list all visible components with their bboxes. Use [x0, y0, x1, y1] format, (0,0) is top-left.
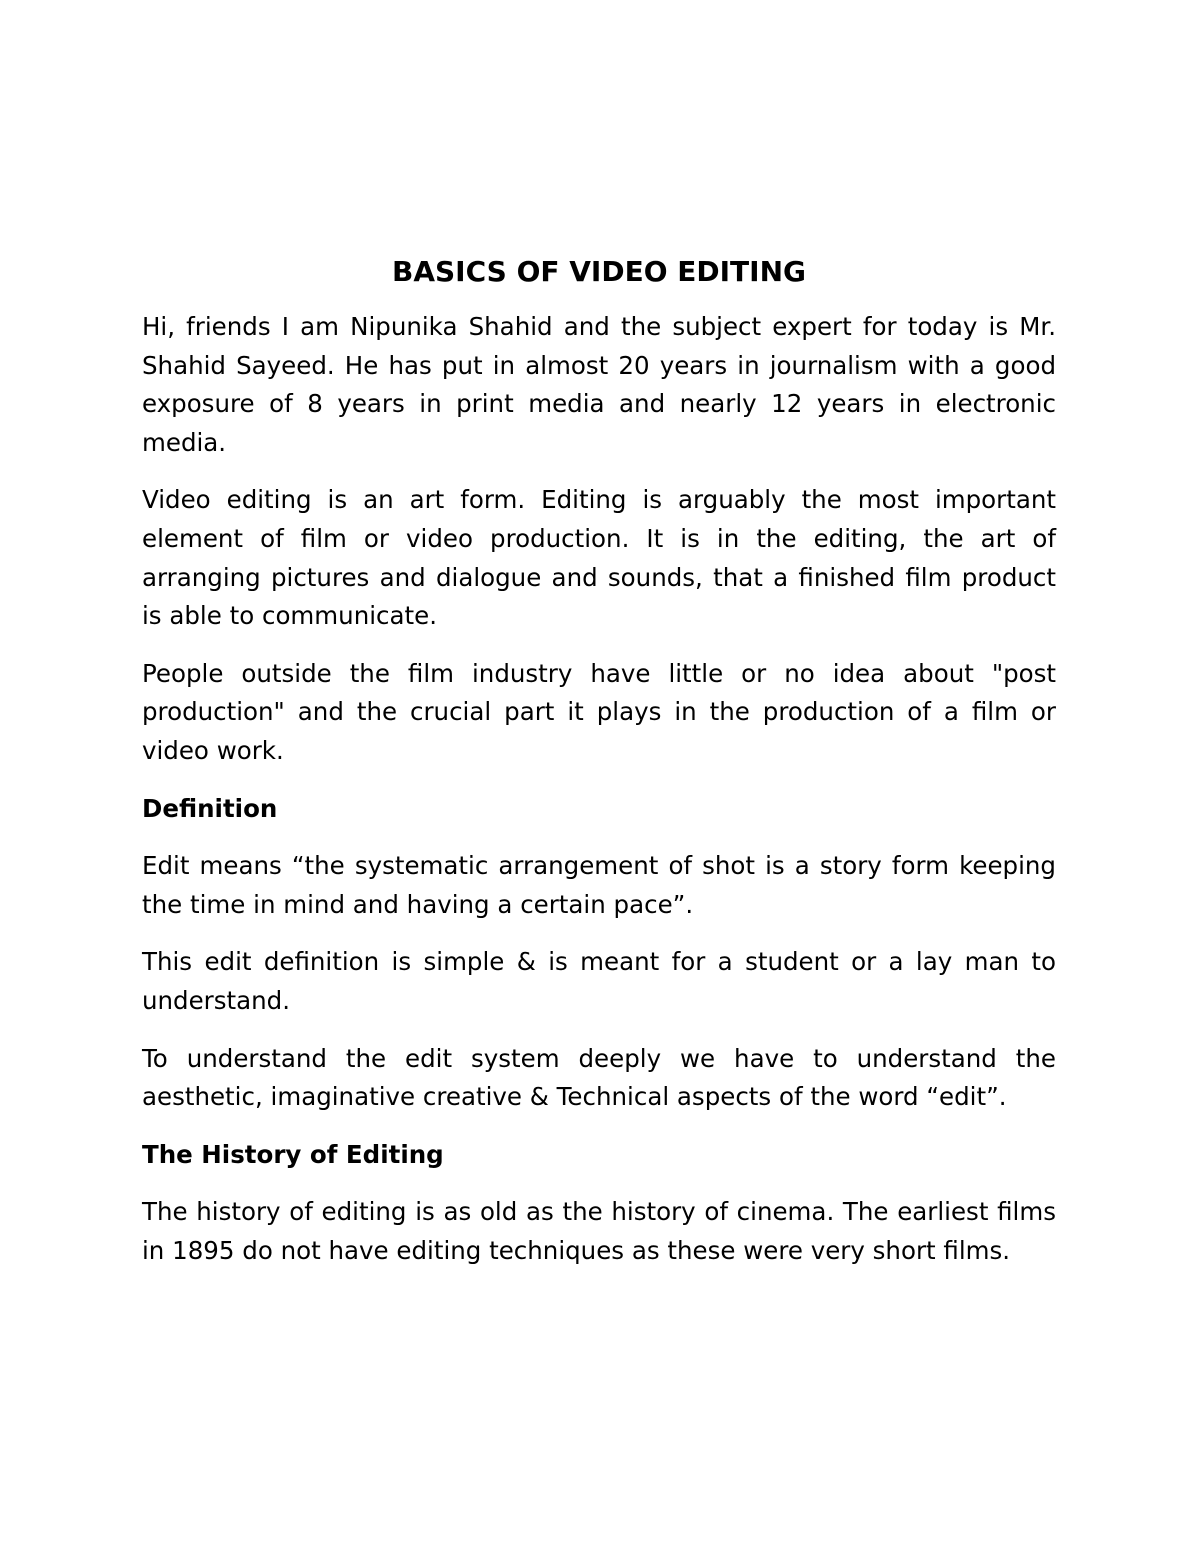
intro-paragraph-3: People outside the film industry have little or no idea about "post production" and the crucial part it plays in the production of a film or video work. — [142, 658, 1056, 765]
history-paragraph-1: The history of editing is as old as the history of cinema. The earliest films in 1895 do not have editing techniques as these were very short films. — [142, 1197, 1056, 1265]
definition-paragraph-2: This edit definition is simple & is meant for a student or a lay man to understand. — [142, 947, 1056, 1015]
intro-paragraph-2: Video editing is an art form. Editing is arguably the most important element of film or video production. It is in the editing, the art of arranging pictures and dialogue and sounds, that a finished film product is able to communicate. — [142, 485, 1056, 631]
intro-paragraph-1: Hi, friends I am Nipunika Shahid and the subject expert for today is Mr. Shahid Sayeed. He has put in almost 20 years in journalism with a good exposure of 8 years in print media and nearly 12 years in electronic media. — [142, 312, 1056, 457]
document-body — [142, 252, 1056, 1289]
definition-paragraph-3: To understand the edit system deeply we have to understand the aesthetic, imaginative creative & Technical aspects of the word “edit”. — [142, 1043, 1056, 1112]
definition-heading: Definition — [142, 793, 278, 823]
document-title: BASICS OF VIDEO EDITING — [392, 255, 806, 288]
definition-paragraph-1: Edit means “the systematic arrangement of shot is a story form keeping the time in mind and having a certain pace”. — [142, 851, 1056, 919]
history-heading: The History of Editing — [142, 1139, 444, 1169]
